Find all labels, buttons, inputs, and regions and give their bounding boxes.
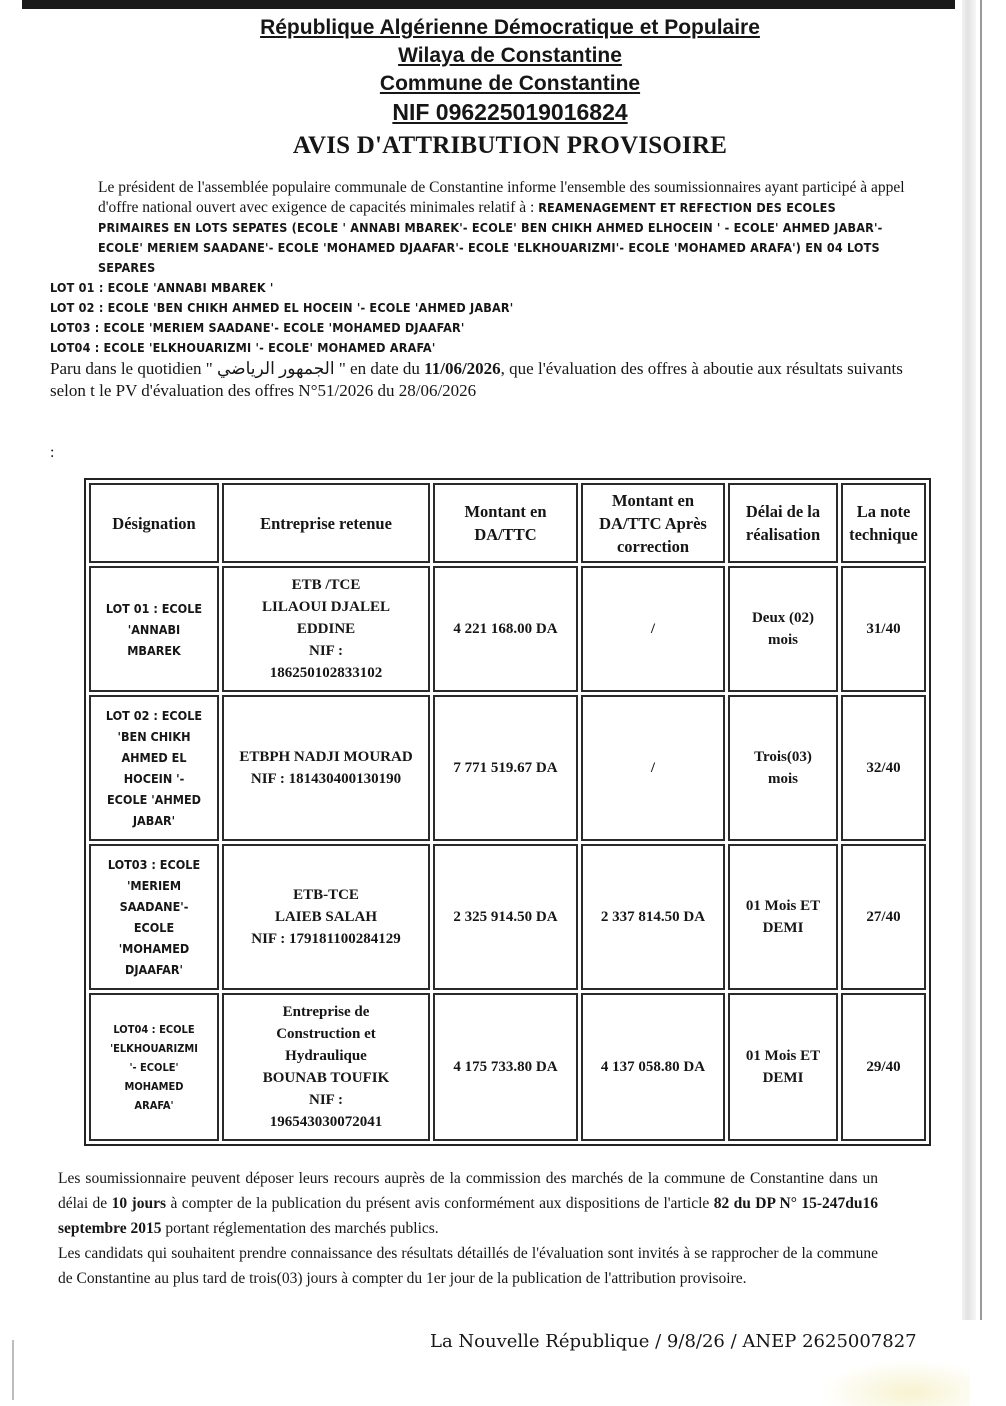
recours-text-e: portant réglementation des marchés publics. <box>165 1220 439 1237</box>
candidates-paragraph: Les candidats qui souhaitent prendre connaissance des résultats détaillés de l'évaluation sont invités à se rapprocher de la commune de Constantine au plus tard de trois(03) jours à compter du 1er jour de la publication de l'attribution provisoire. <box>58 1245 878 1287</box>
paru-text-a: Paru dans le quotidien " <box>50 359 213 378</box>
col-header-note: La note technique <box>841 483 926 563</box>
col-header-designation: Désignation <box>89 483 219 563</box>
scan-right-edge-line <box>980 0 982 1320</box>
scan-left-edge-line <box>12 1340 14 1400</box>
table-row <box>89 566 926 692</box>
recours-paragraph <box>58 1166 878 1241</box>
lot-line-2: LOT 02 : ECOLE 'BEN CHIKH AHMED EL HOCEIN '- ECOLE 'AHMED JABAR' <box>50 300 514 315</box>
col-header-montant: Montant en DA/TTC <box>433 483 578 563</box>
cell-entreprise: ETBPH NADJI MOURAD NIF : 181430400130190 <box>222 695 430 841</box>
cell-montant: 2 325 914.50 DA <box>433 844 578 990</box>
notice-title: AVIS D'ATTRIBUTION PROVISOIRE <box>292 132 728 159</box>
cell-designation: LOT 02 : ECOLE 'BEN CHIKH AHMED EL HOCEIN '- ECOLE 'AHMED JABAR' <box>89 695 219 841</box>
recours-text-c: à compter de la publication du présent avis conformément aux dispositions de l'article <box>170 1195 710 1212</box>
stray-colon: : <box>50 444 55 461</box>
cell-montant: 7 771 519.67 DA <box>433 695 578 841</box>
header-republic: République Algérienne Démocratique et Populaire <box>260 16 760 39</box>
scan-right-edge <box>962 0 976 1320</box>
cell-delai: 01 Mois ET DEMI <box>728 993 838 1141</box>
cell-montant-corrige: / <box>581 566 725 692</box>
cell-delai: 01 Mois ET DEMI <box>728 844 838 990</box>
legal-reference: 82 du DP N° 15-247du16 septembre 2015 <box>58 1195 879 1237</box>
publication-sentence <box>50 358 910 402</box>
cell-designation: LOT 01 : ECOLE 'ANNABI MBAREK <box>89 566 219 692</box>
cell-montant-corrige: / <box>581 695 725 841</box>
paru-text-c: , que l'évaluation des offres à aboutie aux résultats suivants selon t le PV d'évaluation des offres N°51/2026 du 28/06/2026 <box>50 359 903 400</box>
cell-designation: LOT04 : ECOLE 'ELKHOUARIZMI '- ECOLE' MOHAMED ARAFA' <box>89 993 219 1141</box>
closing-text <box>58 1166 878 1291</box>
cell-delai: Deux (02) mois <box>728 566 838 692</box>
cell-montant: 4 221 168.00 DA <box>433 566 578 692</box>
intro-lead: Le président de l'assemblée populaire communale de Constantine informe l'ensemble des soumissionnaires ayant participé à appel d'offre national ouvert avec exigence de capacités minimales relatif à : <box>98 179 905 216</box>
journal-name: الجمهور الرياضي <box>217 359 335 378</box>
cell-entreprise: ETB /TCE LILAOUI DJALEL EDDINE NIF : 186250102833102 <box>222 566 430 692</box>
scan-top-border <box>22 0 955 9</box>
cell-designation: LOT03 : ECOLE 'MERIEM SAADANE'- ECOLE 'MOHAMED DJAAFAR' <box>89 844 219 990</box>
recours-delay: 10 jours <box>111 1195 166 1212</box>
header-wilaya: Wilaya de Constantine <box>398 44 622 67</box>
table-row <box>89 993 926 1141</box>
header-nif: NIF 096225019016824 <box>392 99 628 125</box>
cell-note: 32/40 <box>841 695 926 841</box>
lot-line-1: LOT 01 : ECOLE 'ANNABI MBAREK ' <box>50 280 274 295</box>
intro-paragraph <box>50 178 910 402</box>
issuer-header <box>150 14 870 126</box>
lot-line-4: LOT04 : ECOLE 'ELKHOUARIZMI '- ECOLE' MOHAMED ARAFA' <box>50 340 436 355</box>
col-header-delai: Délai de la réalisation <box>728 483 838 563</box>
paru-text-b: " en date du <box>338 359 420 378</box>
cell-montant-corrige: 4 137 058.80 DA <box>581 993 725 1141</box>
col-header-entreprise: Entreprise retenue <box>222 483 430 563</box>
publication-date: 11/06/2026 <box>424 359 501 378</box>
cell-montant-corrige: 2 337 814.50 DA <box>581 844 725 990</box>
col-header-montant-corrige: Montant en DA/TTC Après correction <box>581 483 725 563</box>
attribution-table <box>84 478 931 1146</box>
cell-delai: Trois(03) mois <box>728 695 838 841</box>
header-commune: Commune de Constantine <box>379 72 641 95</box>
publication-footer: La Nouvelle République / 9/8/26 / ANEP 2625007827 <box>430 1331 917 1352</box>
cell-note: 27/40 <box>841 844 926 990</box>
cell-montant: 4 175 733.80 DA <box>433 993 578 1141</box>
cell-note: 31/40 <box>841 566 926 692</box>
lot-line-3: LOT03 : ECOLE 'MERIEM SAADANE'- ECOLE 'MOHAMED DJAAFAR' <box>50 320 465 335</box>
cell-note: 29/40 <box>841 993 926 1141</box>
table-header-row <box>89 483 926 563</box>
recours-text-a: Les soumissionnaire peuvent déposer leurs recours auprès de la commission des marchés de la commune de Constantine dans un délai de <box>58 1170 878 1212</box>
intro-object: REAMENAGEMENT ET REFECTION DES ECOLES PRIMAIRES EN LOTS SEPATES (ECOLE ' ANNABI MBAREK'- ECOLE' BEN CHIKH AHMED ELHOCEIN ' - ECOLE' AHMED JABAR'- ECOLE' MERIEM SAADANE'- ECOLE 'MOHAMED DJAAFAR'- ECOLE 'ELKHOUARIZMI'- ECOLE 'MOHAMED ARAFA') EN 04 LOTS SEPARES <box>98 200 883 275</box>
paper-stain <box>820 1360 970 1406</box>
table-row <box>89 695 926 841</box>
cell-entreprise: Entreprise de Construction et Hydraulique BOUNAB TOUFIK NIF : 196543030072041 <box>222 993 430 1141</box>
table-row <box>89 844 926 990</box>
cell-entreprise: ETB-TCE LAIEB SALAH NIF : 179181100284129 <box>222 844 430 990</box>
